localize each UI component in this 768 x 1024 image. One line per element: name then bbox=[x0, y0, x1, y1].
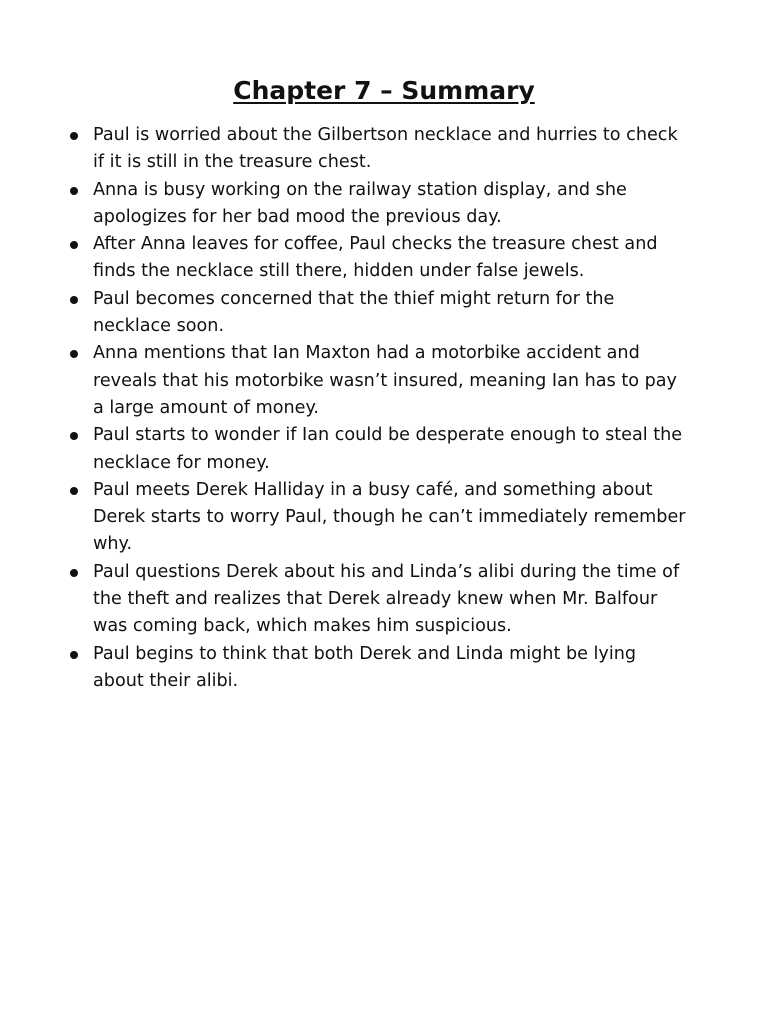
list-item bbox=[68, 122, 688, 177]
list-item bbox=[68, 422, 688, 477]
list-item bbox=[68, 177, 688, 232]
list-item-text: Paul begins to think that both Derek and Linda might be lying about their alibi. bbox=[93, 643, 637, 691]
bullet-icon bbox=[70, 132, 78, 140]
list-item-text: After Anna leaves for coffee, Paul checks the treasure chest and finds the necklace still there, hidden under false jewels. bbox=[93, 234, 658, 282]
bullet-icon bbox=[70, 187, 78, 195]
page-title: Chapter 7 – Summary bbox=[233, 76, 535, 105]
list-item-text: Paul becomes concerned that the thief might return for the necklace soon. bbox=[93, 288, 615, 337]
list-item-text: Paul starts to wonder if Ian could be desperate enough to steal the necklace for money. bbox=[93, 425, 683, 473]
bullet-icon bbox=[70, 296, 78, 304]
list-item-text: Paul meets Derek Halliday in a busy café, and something about Derek starts to worry Paul, though he can’t immediately remember why. bbox=[93, 479, 686, 555]
list-item bbox=[68, 641, 688, 696]
list-item bbox=[68, 286, 688, 341]
bullet-icon bbox=[70, 651, 78, 659]
list-item-text: Paul questions Derek about his and Linda’s alibi during the time of the theft and realizes that Derek already knew when Mr. Balfour was coming back, which makes him suspicious. bbox=[93, 561, 680, 637]
summary-list bbox=[68, 122, 688, 695]
bullet-icon bbox=[70, 569, 78, 577]
list-item-text: Anna is busy working on the railway station display, and she apologizes for her bad mood the previous day. bbox=[93, 179, 627, 227]
list-item-text: Paul is worried about the Gilbertson necklace and hurries to check if it is still in the treasure chest. bbox=[93, 125, 678, 173]
list-item-text: Anna mentions that Ian Maxton had a motorbike accident and reveals that his motorbike wasn’t insured, meaning Ian has to pay a large amount of money. bbox=[93, 343, 677, 418]
list-item bbox=[68, 231, 688, 286]
bullet-icon bbox=[70, 241, 78, 249]
bullet-icon bbox=[70, 487, 78, 495]
bullet-icon bbox=[70, 350, 78, 358]
bullet-icon bbox=[70, 432, 78, 440]
list-item bbox=[68, 559, 688, 641]
list-item bbox=[68, 340, 688, 422]
list-item bbox=[68, 477, 688, 559]
